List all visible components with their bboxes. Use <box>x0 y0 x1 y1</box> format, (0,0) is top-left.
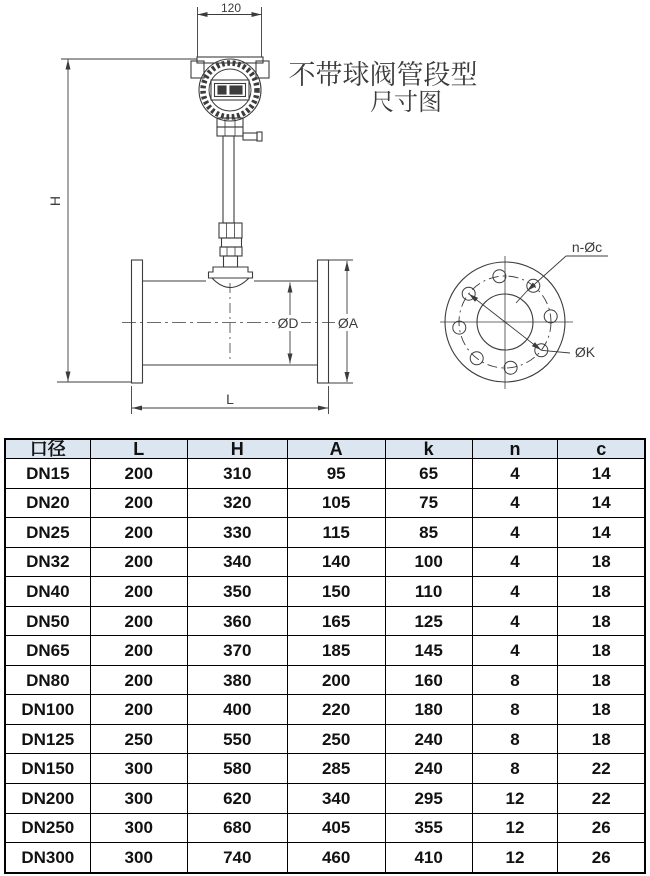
table-cell: DN65 <box>5 636 90 666</box>
table-cell: 95 <box>287 459 385 489</box>
table-cell: 300 <box>90 784 187 814</box>
table-cell: 125 <box>385 606 472 636</box>
table-row <box>5 518 645 548</box>
table-cell: 115 <box>287 518 385 548</box>
table-cell: 370 <box>187 636 287 666</box>
table-cell: 680 <box>187 813 287 843</box>
table-cell: 200 <box>90 547 187 577</box>
table-cell: 18 <box>558 665 645 695</box>
table-cell: DN125 <box>5 724 90 754</box>
table-cell: 8 <box>472 724 558 754</box>
table-cell: 18 <box>558 636 645 666</box>
table-cell: 22 <box>558 754 645 784</box>
table-cell: 350 <box>187 577 287 607</box>
table-cell: 12 <box>472 813 558 843</box>
table-cell: 22 <box>558 784 645 814</box>
table-row <box>5 636 645 666</box>
table-row <box>5 665 645 695</box>
table-cell: DN25 <box>5 518 90 548</box>
transmitter-head <box>191 57 269 121</box>
flowmeter-dimension-diagram <box>0 0 650 437</box>
table-cell: 220 <box>287 695 385 725</box>
table-cell: 160 <box>385 665 472 695</box>
table-cell: 400 <box>187 695 287 725</box>
table-cell: 4 <box>472 518 558 548</box>
table-cell: DN80 <box>5 665 90 695</box>
column-header-A: A <box>287 439 385 459</box>
table-cell: DN50 <box>5 606 90 636</box>
table-cell: 330 <box>187 518 287 548</box>
table-cell: 18 <box>558 606 645 636</box>
dim-OA-label: ØA <box>337 315 359 331</box>
table-cell: 165 <box>287 606 385 636</box>
column-header-diameter: 口径 <box>5 439 90 459</box>
table-cell: 4 <box>472 577 558 607</box>
table-cell: 18 <box>558 724 645 754</box>
table-cell: 295 <box>385 784 472 814</box>
dimension-table-container <box>4 438 646 874</box>
table-cell: 150 <box>287 577 385 607</box>
table-cell: DN300 <box>5 843 90 873</box>
table-body <box>5 459 645 874</box>
table-cell: 550 <box>187 724 287 754</box>
dim-120-label: 120 <box>220 1 242 15</box>
left-flange <box>132 260 143 383</box>
table-row <box>5 813 645 843</box>
table-cell: 18 <box>558 695 645 725</box>
column-header-c: c <box>558 439 645 459</box>
table-cell: 85 <box>385 518 472 548</box>
table-cell: 355 <box>385 813 472 843</box>
table-cell: 300 <box>90 813 187 843</box>
table-cell: DN32 <box>5 547 90 577</box>
table-cell: 200 <box>90 459 187 489</box>
dimension-spec-table <box>4 438 646 874</box>
table-cell: 110 <box>385 577 472 607</box>
dim-L-label: L <box>226 391 234 407</box>
table-cell: 300 <box>90 843 187 873</box>
table-cell: DN100 <box>5 695 90 725</box>
table-cell: 200 <box>90 665 187 695</box>
table-cell: DN15 <box>5 459 90 489</box>
dim-H-label: H <box>47 195 63 207</box>
table-cell: 145 <box>385 636 472 666</box>
drawing-title-line1: 不带球阀管段型 <box>288 60 478 90</box>
table-cell: 4 <box>472 459 558 489</box>
table-row <box>5 459 645 489</box>
table-cell: 410 <box>385 843 472 873</box>
dim-OD-label: ØD <box>277 315 299 331</box>
cable-port <box>243 133 257 140</box>
column-header-n: n <box>472 439 558 459</box>
table-cell: 285 <box>287 754 385 784</box>
table-cell: 105 <box>287 488 385 518</box>
table-cell: 4 <box>472 547 558 577</box>
table-cell: 14 <box>558 488 645 518</box>
table-row <box>5 577 645 607</box>
table-row <box>5 754 645 784</box>
table-cell: 100 <box>385 547 472 577</box>
table-cell: 140 <box>287 547 385 577</box>
table-row <box>5 547 645 577</box>
bolt-holes-leader <box>516 256 608 303</box>
table-cell: 310 <box>187 459 287 489</box>
table-cell: 12 <box>472 784 558 814</box>
table-cell: 320 <box>187 488 287 518</box>
table-row <box>5 784 645 814</box>
table-cell: 405 <box>287 813 385 843</box>
table-cell: DN20 <box>5 488 90 518</box>
flange-end-view <box>440 256 608 389</box>
table-row <box>5 606 645 636</box>
dim-height <box>57 59 197 382</box>
table-cell: 240 <box>385 724 472 754</box>
table-cell: 65 <box>385 459 472 489</box>
cable-port-cap <box>257 132 262 141</box>
table-cell: 12 <box>472 843 558 873</box>
technical-drawing <box>0 0 650 437</box>
bolt-circle-dimension <box>469 294 570 353</box>
table-cell: 75 <box>385 488 472 518</box>
table-cell: 250 <box>287 724 385 754</box>
drawing-title-line2: 尺寸图 <box>370 89 442 116</box>
column-header-k: k <box>385 439 472 459</box>
table-cell: DN40 <box>5 577 90 607</box>
table-cell: 14 <box>558 459 645 489</box>
right-flange <box>318 260 329 383</box>
table-cell: 620 <box>187 784 287 814</box>
table-cell: 200 <box>287 665 385 695</box>
table-cell: 18 <box>558 577 645 607</box>
table-cell: 18 <box>558 547 645 577</box>
bolt-circle-label: ØK <box>574 344 596 360</box>
table-cell: 4 <box>472 606 558 636</box>
table-cell: 200 <box>90 695 187 725</box>
table-header-row <box>5 439 645 459</box>
table-cell: 360 <box>187 606 287 636</box>
table-cell: 580 <box>187 754 287 784</box>
hex-coupling <box>219 223 242 238</box>
table-cell: DN250 <box>5 813 90 843</box>
mounting-boss <box>209 267 253 278</box>
table-cell: 240 <box>385 754 472 784</box>
table-cell: 340 <box>187 547 287 577</box>
table-cell: 8 <box>472 754 558 784</box>
table-cell: 380 <box>187 665 287 695</box>
table-cell: DN150 <box>5 754 90 784</box>
table-cell: 200 <box>90 606 187 636</box>
table-cell: 26 <box>558 843 645 873</box>
table-cell: 4 <box>472 488 558 518</box>
table-cell: 300 <box>90 754 187 784</box>
table-cell: 26 <box>558 813 645 843</box>
table-cell: 200 <box>90 488 187 518</box>
column-header-H: H <box>187 439 287 459</box>
table-cell: 460 <box>287 843 385 873</box>
table-cell: 180 <box>385 695 472 725</box>
table-cell: 8 <box>472 695 558 725</box>
table-cell: DN200 <box>5 784 90 814</box>
table-row <box>5 724 645 754</box>
mounting-dome <box>212 278 249 288</box>
table-cell: 14 <box>558 518 645 548</box>
column-header-L: L <box>90 439 187 459</box>
table-cell: 185 <box>287 636 385 666</box>
sensor-stem <box>209 118 263 288</box>
table-cell: 4 <box>472 636 558 666</box>
table-cell: 200 <box>90 577 187 607</box>
bolt-holes-label: n-Øc <box>571 239 603 255</box>
table-cell: 200 <box>90 518 187 548</box>
table-row <box>5 695 645 725</box>
table-row <box>5 488 645 518</box>
table-cell: 200 <box>90 636 187 666</box>
table-row <box>5 843 645 873</box>
table-cell: 740 <box>187 843 287 873</box>
table-cell: 250 <box>90 724 187 754</box>
table-cell: 340 <box>287 784 385 814</box>
table-cell: 8 <box>472 665 558 695</box>
